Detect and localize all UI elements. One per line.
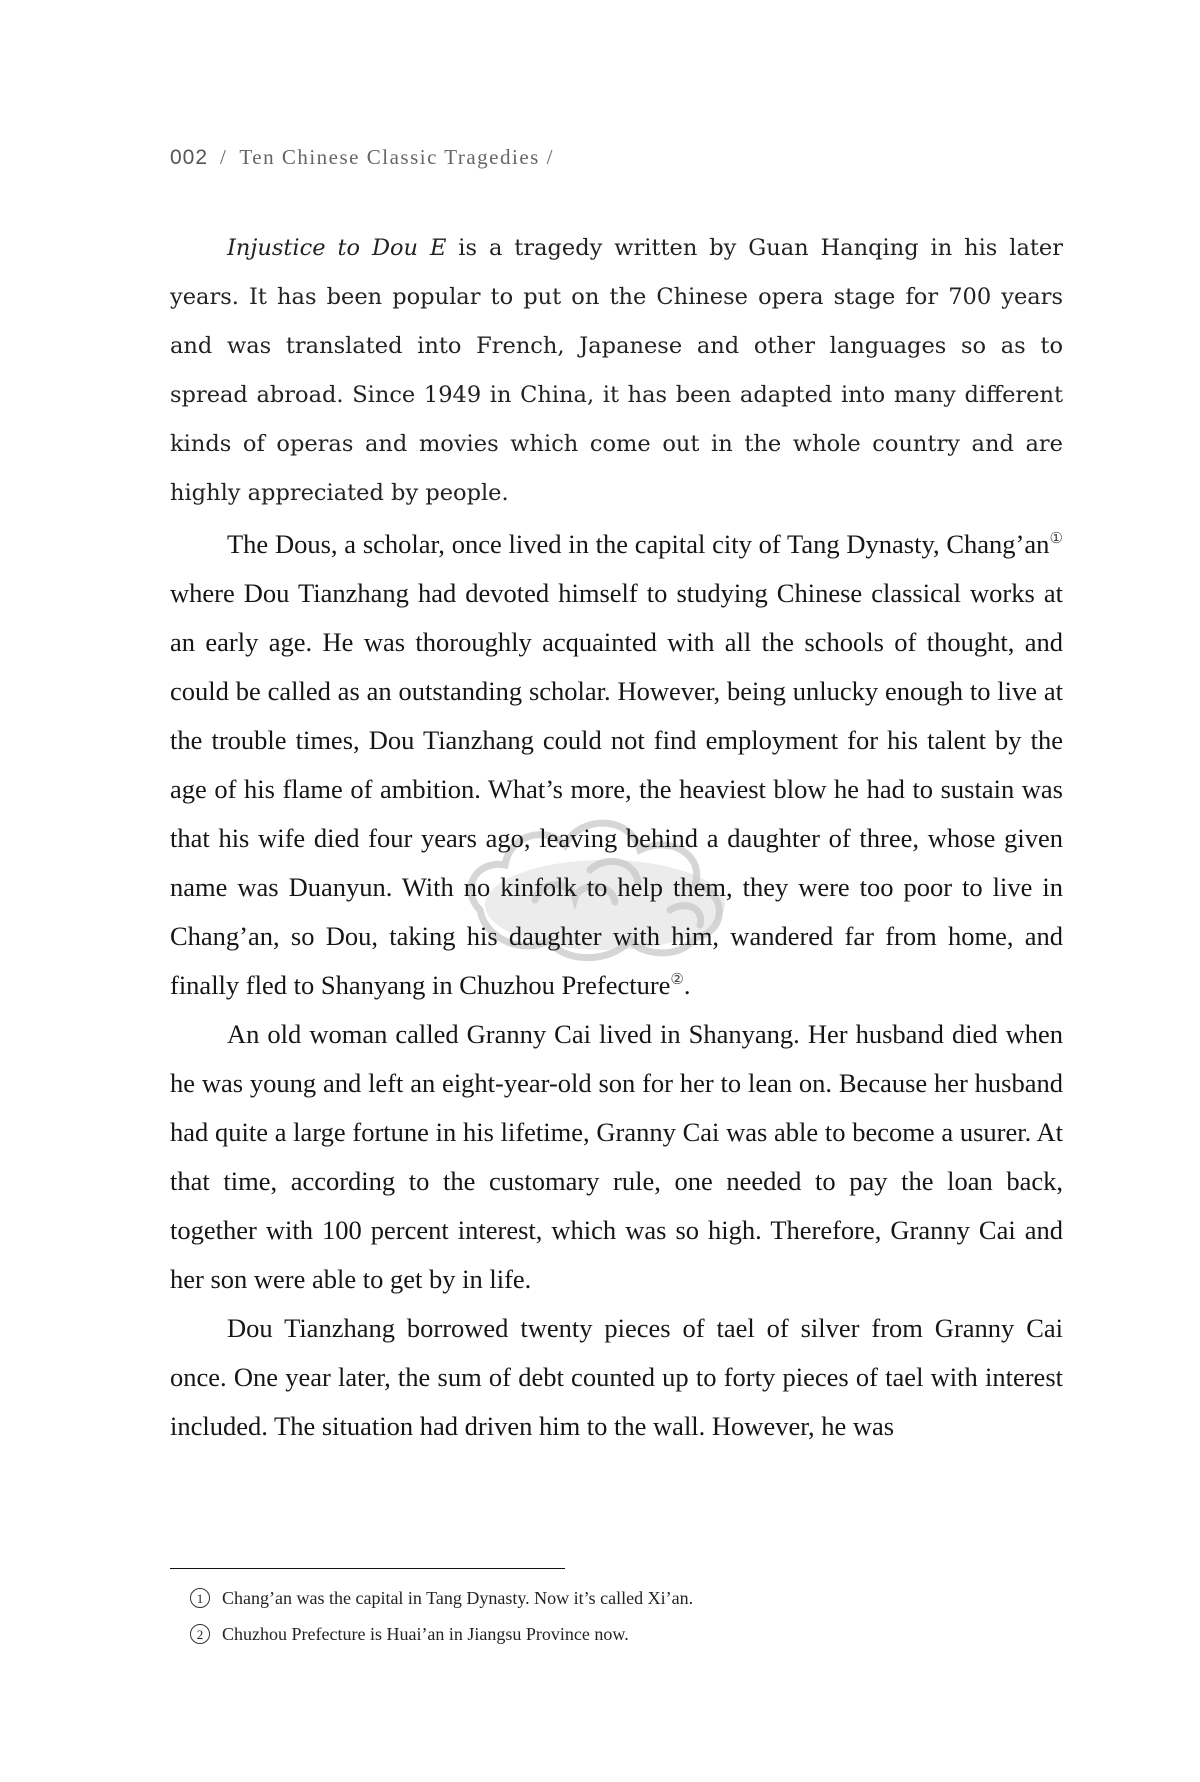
header-separator: / bbox=[220, 145, 228, 169]
paragraph-3: Dou Tianzhang borrowed twenty pieces of tael of silver from Granny Cai once. One year later, the sum of debt counted up to forty pieces of tael with interest included. The situation had driven him to the wall. However, he was bbox=[170, 1313, 1063, 1441]
intro-paragraph bbox=[170, 224, 1063, 518]
footnote-text-2: Chuzhou Prefecture is Huai’an in Jiangsu Province now. bbox=[222, 1624, 629, 1644]
footnote-ref-2[interactable]: ② bbox=[670, 972, 684, 988]
footnote-mark-1: 1 bbox=[190, 1588, 210, 1608]
body-text bbox=[170, 520, 1063, 1451]
footnote-ref-1[interactable]: ① bbox=[1049, 531, 1063, 547]
page-number: 002 bbox=[170, 146, 209, 169]
footnote-divider bbox=[170, 1568, 565, 1569]
footnote-2 bbox=[190, 1616, 1050, 1652]
footnote-1 bbox=[190, 1580, 1050, 1616]
play-title: Injustice to Dou E bbox=[227, 235, 447, 261]
running-header bbox=[170, 145, 554, 170]
footnote-text-1: Chang’an was the capital in Tang Dynasty. Now it’s called Xi’an. bbox=[222, 1588, 694, 1608]
paragraph-1: The Dous, a scholar, once lived in the capital city of Tang Dynasty, Chang’an① where Dou Tianzhang had devoted himself to studying Chinese classical works at an early age. He was thoroughly acquainted with all the schools of thought, and could be called as an outstanding scholar. However, being unlucky enough to live at the trouble times, Dou Tianzhang could not find employment for his talent by the age of his flame of ambition. What’s more, the heaviest blow he had to sustain was that his wife died four years ago, leaving behind a daughter of three, whose given name was Duanyun. With no kinfolk to help them, they were too poor to live in Chang’an, so Dou, taking his daughter with him, wandered far from home, and finally fled to Shanyang in Chuzhou Prefecture②. bbox=[170, 529, 1063, 1000]
intro-text: is a tragedy written by Guan Hanqing in his later years. It has been popular to put on the Chinese opera stage for 700 years and was translated into French, Japanese and other languages so as to spread abroad. Since 1949 in China, it has been adapted into many different kinds of operas and movies which come out in the whole country and are highly appreciated by people. bbox=[170, 235, 1063, 506]
paragraph-2: An old woman called Granny Cai lived in Shanyang. Her husband died when he was young and left an eight-year-old son for her to lean on. Because her husband had quite a large fortune in his lifetime, Granny Cai was able to become a usurer. At that time, according to the customary rule, one needed to pay the loan back, together with 100 percent interest, which was so high. Therefore, Granny Cai and her son were able to get by in life. bbox=[170, 1019, 1063, 1294]
book-title: Ten Chinese Classic Tragedies / bbox=[239, 145, 554, 169]
footnotes bbox=[190, 1580, 1050, 1652]
footnote-mark-2: 2 bbox=[190, 1624, 210, 1644]
